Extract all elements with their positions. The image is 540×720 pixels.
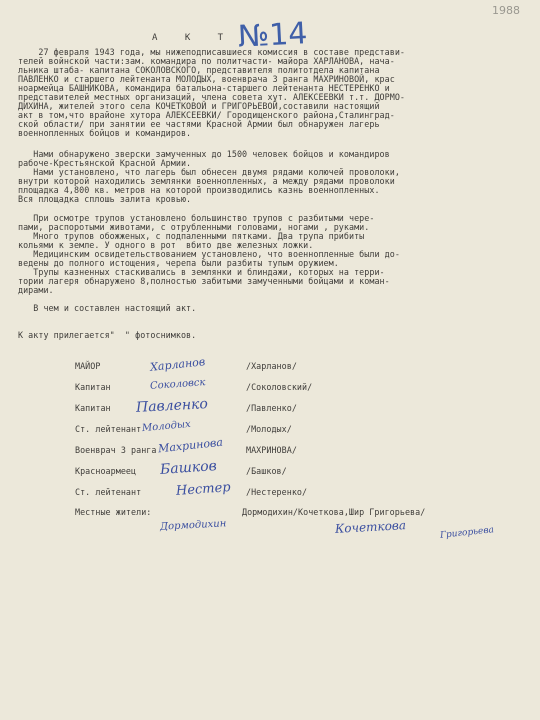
body-line: В чем и составлен настоящий акт. [18,303,197,313]
signature-mark: Павленко [135,396,209,416]
body-line: ведены до полного истощения, черепа были разбиты тупым оружием. [18,258,339,268]
body-line: военнопленных бойцов и командиров. [18,128,192,138]
archive-stamp: 1988 [492,4,520,17]
signatory-rank: Капитан [75,382,111,392]
body-line: 27 февраля 1943 года, мы нижеподписавшиеся комиссия в составе представи- [18,47,406,57]
body-line: внутри которой находились землянки военнопленных, а между рядами проволоки [18,176,395,186]
body-line: льника штаба- капитана СОКОЛОВСКОГО, представителя политотдела капитана [18,65,380,75]
body-line: представителей местных организаций, члена совета хут. АЛЕКСЕЕВКИ т.т. ДОРМО- [18,92,406,102]
body-line: акт в том,что врайоне хутора АЛЕКСЕЕВКИ/ Городищенского района,Сталинград- [18,110,395,120]
body-line: К акту прилегается" " фотоснимков. [18,330,197,340]
document-title: А К Т [152,33,235,43]
local-residents-label: Местные жители: [75,507,152,517]
body-line: При осмотре трупов установлено большинство трупов с разбитыми чере- [18,213,375,223]
signatory-name: /Павленко/ [246,403,297,413]
handwritten-document-number: №14 [237,16,309,55]
signatory-rank: Ст. лейтенант [75,424,142,434]
signatory-name: /Харланов/ [246,361,297,371]
signature-mark: Харланов [149,355,206,374]
signatory-rank: МАЙОР [75,361,101,371]
body-line: ноармейца БАШНИКОВА, командира батальона-старшего лейтенанта НЕСТЕРЕНКО и [18,83,390,93]
signature-mark: Нестер [175,480,232,499]
body-line: Нами обнаружено зверски замученных до 1500 человек бойцов и командиров [18,149,390,159]
body-line: пами, распоротыми животами, с отрубленными головами, ногами , руками. [18,222,370,232]
body-line: кольями к земле. У одного в рот вбито две железных ложки. [18,240,314,250]
body-line: ПАВЛЕНКО и старшего лейтенанта МОЛОДЫХ, военврача 3 ранга МАХРИНОВОЙ, крас [18,74,395,84]
body-line: тории лагеря обнаружено 8,полностью забитыми замученными бойцами и коман- [18,276,390,286]
body-line: телей войнской части:зам. командира по политчасти- майора ХАРЛАНОВА, нача- [18,56,395,66]
body-line: Вся площадка сплошь залита кровью. [18,194,192,204]
signature-mark: Григорьева [439,525,495,541]
body-line: Много трупов обожженых, с подпаленными пятками. Два трупа прибиты [18,231,365,241]
signature-mark: Молодых [141,418,192,435]
signatory-name: /Нестеренко/ [246,487,308,497]
body-line: ДИХИНА, жителей этого села КОЧЕТКОВОЙ и ГРИГОРЬЕВОЙ,составили настоящий [18,101,380,111]
signatory-rank: Капитан [75,403,111,413]
signatory-rank: Ст. лейтенант [75,487,142,497]
signatory-rank: Красноармеец [75,466,137,476]
signatory-name: /Молодых/ [246,424,292,434]
body-line: дирами. [18,285,54,295]
signatory-name: /Башков/ [246,466,287,476]
signatory-rank: Военврач 3 ранга [75,445,157,455]
signature-mark: Дормодихин [159,518,227,533]
signature-mark: Махринова [157,435,224,456]
signature-mark: Соколовск [149,377,206,392]
signatory-name: /Соколовский/ [246,382,313,392]
body-line: площадка 4,800 кв. метров на которой производились казнь военнопленных. [18,185,380,195]
body-line: рабоче-Крестьянской Красной Армии. [18,158,192,168]
body-line: Трупы казненных стаскивались в землянки и блиндажи, которых на терри- [18,267,385,277]
body-line: Медицинским освидетельствованием установлено, что военнопленные были до- [18,249,400,259]
signature-mark: Кочеткова [334,518,407,536]
body-line: ской области/ при занятии ее частями Красной Армии был обнаружен лагерь [18,119,380,129]
signature-mark: Башков [159,458,218,478]
local-residents-names: Дормодихин/Кочеткова,Шир Григорьева/ [242,507,426,517]
body-line: Нами установлено, что лагерь был обнесен двумя рядами колючей проволоки, [18,167,400,177]
signatory-name: МАХРИНОВА/ [246,445,297,455]
